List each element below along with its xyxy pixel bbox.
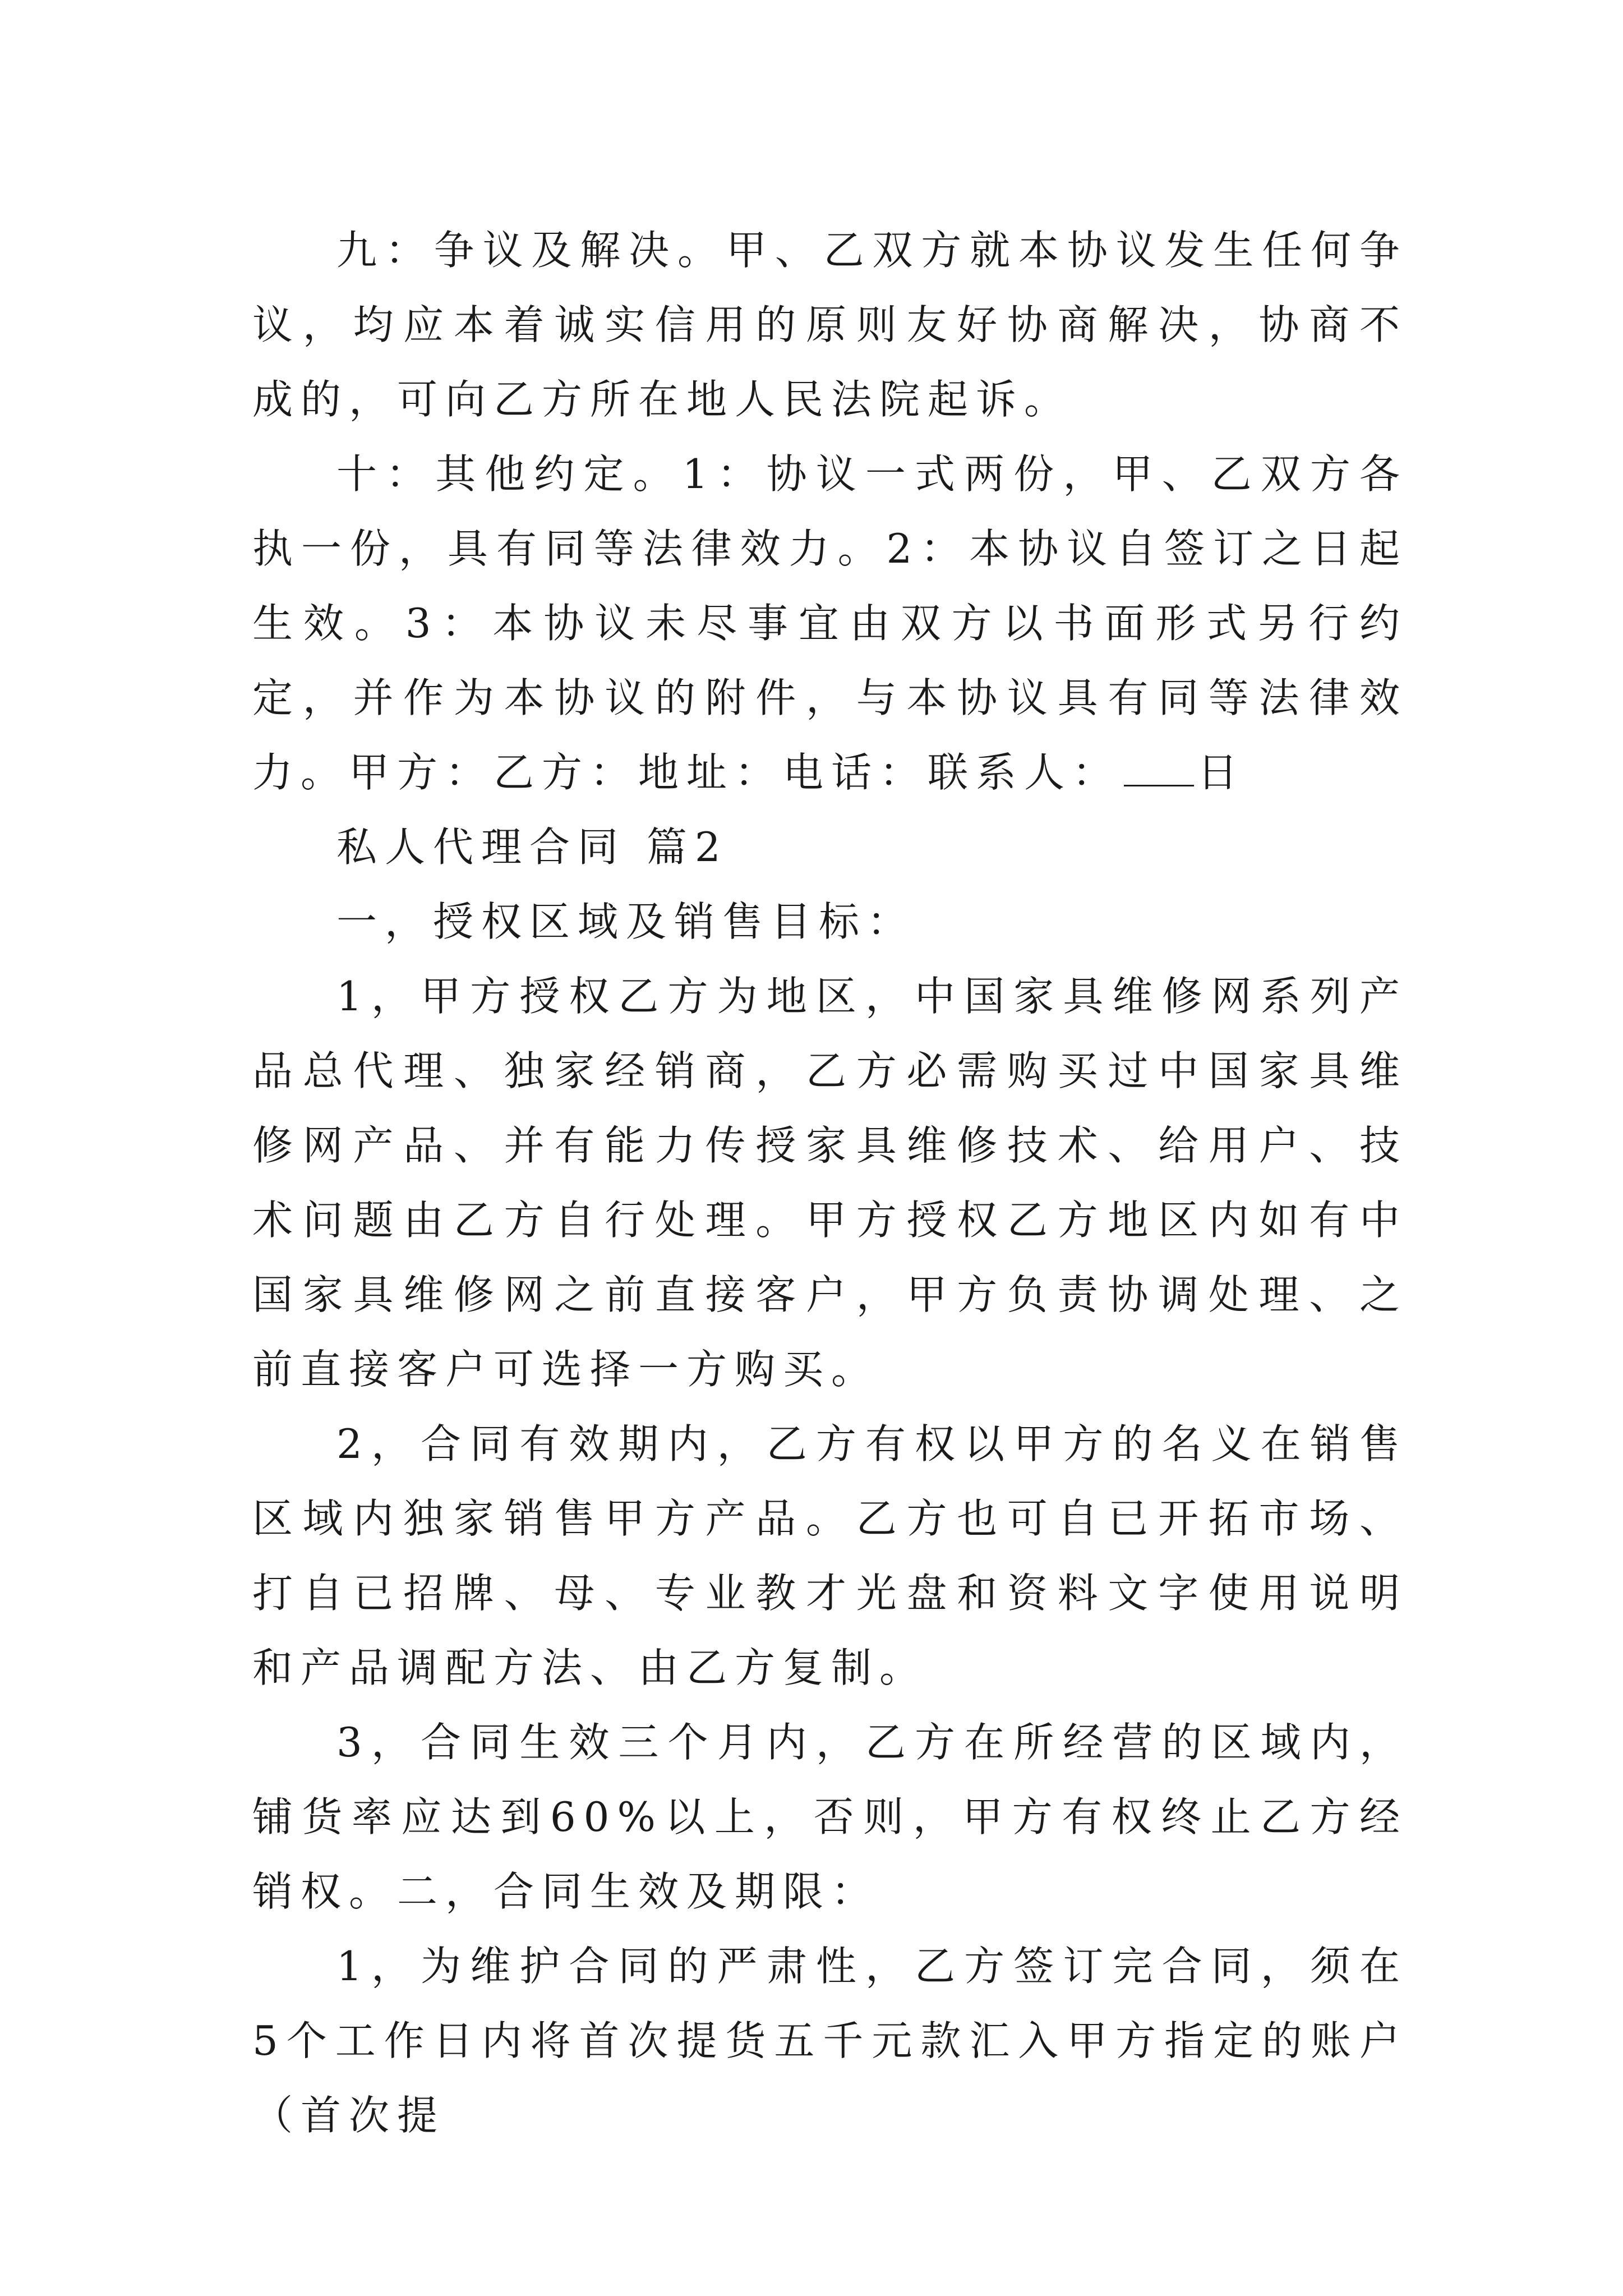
section-heading: 私人代理合同 篇2 [336, 823, 728, 871]
clause-3-distribution-rate: 3，合同生效三个月内，乙方在所经营的区域内，铺货率应达到60%以上，否则，甲方有权终止乙方经销权。二，合同生效及期限： [252, 1719, 1408, 1915]
paragraph-other-terms [252, 437, 1408, 810]
signature-blank-line [1124, 751, 1194, 786]
other-terms-text: 十：其他约定。1：协议一式两份，甲、乙双方各执一份，具有同等法律效力。2：本协议自签订之日起生效。3：本协议未尽事宜由双方以书面形式另行约定，并作为本协议的附件，与本协议具有同等法律效力。甲方：乙方：地址：电话：联系人： [252, 450, 1408, 796]
clause-1-contract-effect: 1，为维护合同的严肃性，乙方签订完合同，须在5个工作日内将首次提货五千元款汇入甲方指定的账户（首次提 [252, 1943, 1408, 2139]
clause-2-exclusive-sales: 2，合同有效期内，乙方有权以甲方的名义在销售区域内独家销售甲方产品。乙方也可自已开拓市场、打自已招牌、母、专业教才光盘和资料文字使用说明和产品调配方法、由乙方复制。 [252, 1420, 1408, 1691]
document-body [252, 213, 1408, 2153]
paragraph-dispute-resolution: 九：争议及解决。甲、乙双方就本协议发生任何争议，均应本着诚实信用的原则友好协商解决，协商不成的，可向乙方所在地人民法院起诉。 [252, 227, 1408, 423]
clause-1-authorization: 1，甲方授权乙方为地区，中国家具维修网系列产品总代理、独家经销商，乙方必需购买过中国家具维修网产品、并有能力传授家具维修技术、给用户、技术问题由乙方自行处理。甲方授权乙方地区内如有中国家具维修网之前直接客户，甲方负责协调处理、之前直接客户可选择一方购买。 [252, 973, 1408, 1393]
sub-heading-authorization: 一，授权区域及销售目标： [336, 898, 916, 945]
date-suffix: 日 [1197, 749, 1246, 796]
